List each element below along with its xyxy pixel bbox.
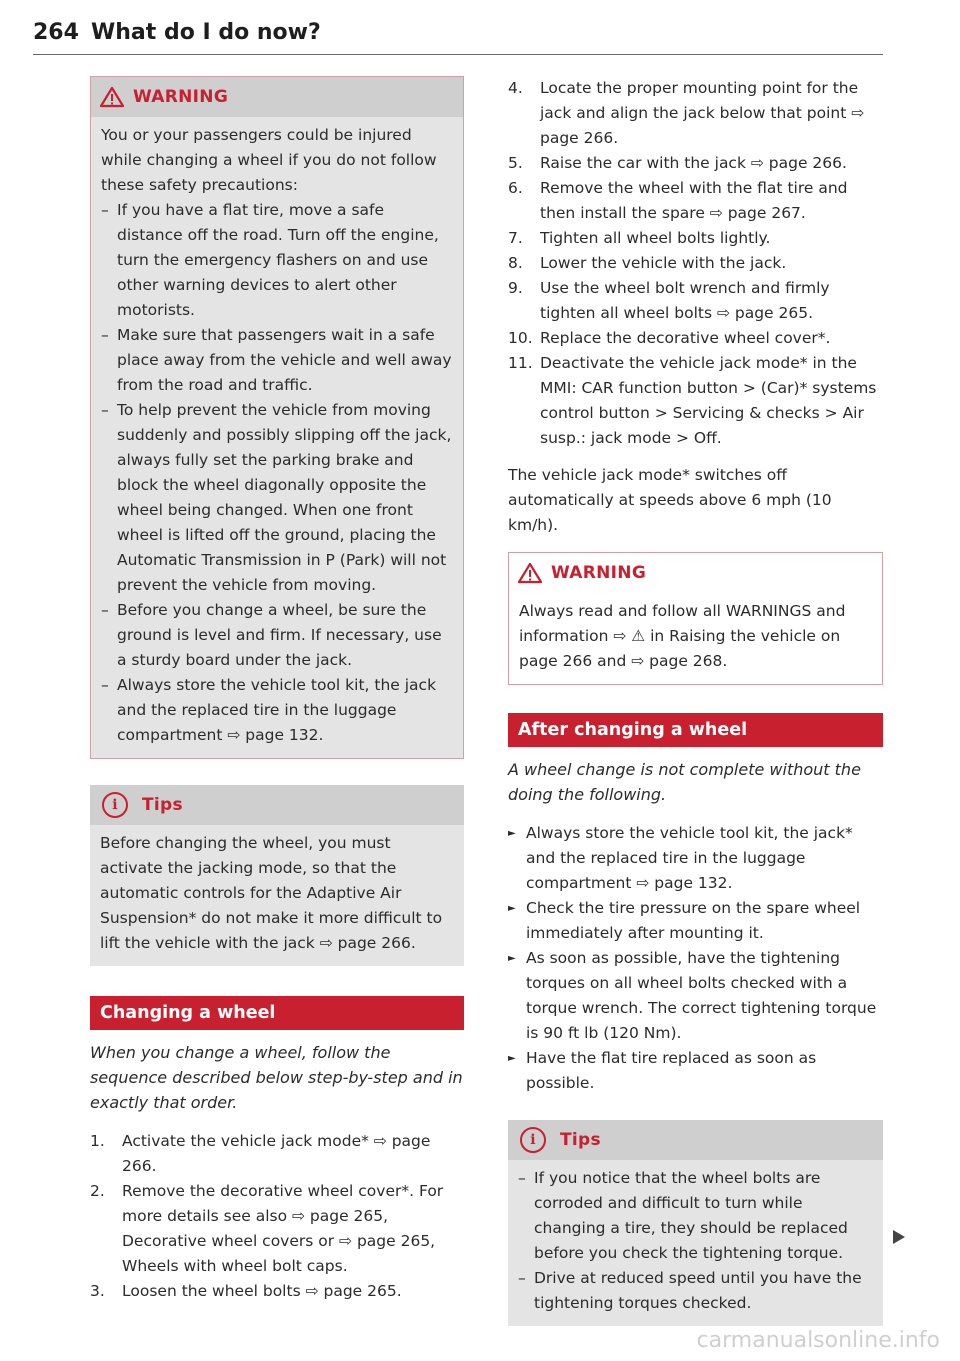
warning-box	[90, 76, 464, 759]
steps-list	[90, 1129, 464, 1304]
tips-list	[518, 1166, 873, 1316]
step-item	[508, 251, 883, 276]
section-heading-after: After changing a wheel	[508, 713, 883, 747]
tips-box-2	[508, 1120, 883, 1326]
step-text: Replace the decorative wheel cover*.	[540, 329, 831, 347]
step-number: 2.	[90, 1182, 105, 1200]
info-icon: i	[520, 1127, 546, 1153]
warning-item: – If you have a flat tire, move a safe distance off the road. Turn off the engine, turn the emergency flashers on and use other warning devices to alert other motorists.	[101, 198, 453, 323]
continue-arrow-icon	[893, 1230, 905, 1244]
step-number: 9.	[508, 279, 523, 297]
step-text: Loosen the wheel bolts ⇨ page 265.	[122, 1282, 402, 1300]
warning-body	[509, 593, 882, 684]
tips-text: Before changing the wheel, you must activate the jacking mode, so that the automatic controls for the Adaptive Air Suspension* do not make it more difficult to lift the vehicle with the jack ⇨ page 266.	[100, 834, 443, 952]
step-item	[90, 1129, 464, 1179]
warning-item: – Make sure that passengers wait in a safe place away from the vehicle and well away from the road and traffic.	[101, 323, 453, 398]
warning-box-2	[508, 552, 883, 685]
warning-intro: You or your passengers could be injured while changing a wheel if you do not follow these safety precautions:	[101, 126, 437, 194]
step-number: 7.	[508, 229, 523, 247]
warning-item: – Before you change a wheel, be sure the ground is level and firm. If necessary, use a sturdy board under the jack.	[101, 598, 453, 673]
tips-title: Tips	[560, 1130, 601, 1150]
warning-title: WARNING	[551, 563, 647, 583]
right-column	[508, 76, 883, 1326]
step-number: 1.	[90, 1132, 105, 1150]
warning-header	[509, 553, 882, 593]
warning-list	[101, 198, 453, 748]
action-item: ► Always store the vehicle tool kit, the jack* and the replaced tire in the luggage compartment ⇨ page 132.	[508, 821, 883, 896]
tips-item: – If you notice that the wheel bolts are corroded and difficult to turn while changing a tire, they should be replaced before you check the tightening torque.	[518, 1166, 873, 1266]
warning-title: WARNING	[133, 87, 229, 107]
tips-body	[90, 825, 464, 966]
warning-item: – Always store the vehicle tool kit, the jack and the replaced tire in the luggage compartment ⇨ page 132.	[101, 673, 453, 748]
step-number: 10.	[508, 329, 533, 347]
step-item	[508, 76, 883, 151]
step-text: Lower the vehicle with the jack.	[540, 254, 787, 272]
step-text: Use the wheel bolt wrench and firmly tighten all wheel bolts ⇨ page 265.	[540, 279, 830, 322]
tips-header	[90, 785, 464, 825]
step-item	[508, 351, 883, 451]
step-text: Activate the vehicle jack mode* ⇨ page 266.	[122, 1132, 431, 1175]
step-number: 6.	[508, 179, 523, 197]
watermark: carmanualsonline.info	[696, 1328, 940, 1353]
section-intro: When you change a wheel, follow the sequence described below step-by-step and in exactly that order.	[90, 1043, 463, 1112]
action-item: ► Check the tire pressure on the spare wheel immediately after mounting it.	[508, 896, 883, 946]
page-number: 264	[33, 20, 79, 45]
step-item	[508, 151, 883, 176]
left-column	[90, 76, 464, 1304]
tips-box	[90, 785, 464, 966]
step-text: Raise the car with the jack ⇨ page 266.	[540, 154, 847, 172]
section-intro: A wheel change is not complete without the doing the following.	[508, 760, 861, 804]
step-text: Locate the proper mounting point for the jack and align the jack below that point ⇨ page 266.	[540, 79, 865, 147]
step-text: Deactivate the vehicle jack mode* in the MMI: CAR function button > (Car)* systems control button > Servicing & checks > Air susp.: jack mode > Off.	[540, 354, 877, 447]
info-icon: i	[102, 792, 128, 818]
warning-triangle-icon	[99, 86, 125, 108]
step-text: Tighten all wheel bolts lightly.	[540, 229, 771, 247]
page-title: What do I do now?	[91, 20, 321, 45]
action-item: ► Have the flat tire replaced as soon as possible.	[508, 1046, 883, 1096]
step-item	[508, 226, 883, 251]
step-number: 8.	[508, 254, 523, 272]
step-item	[508, 326, 883, 351]
tips-body	[508, 1160, 883, 1326]
actions-list	[508, 821, 883, 1096]
section-heading-changing: Changing a wheel	[90, 996, 464, 1030]
tips-item: – Drive at reduced speed until you have the tightening torques checked.	[518, 1266, 873, 1316]
warning-item: – To help prevent the vehicle from moving suddenly and possibly slipping off the jack, always fully set the parking brake and block the wheel diagonally opposite the wheel being changed. When one front wheel is lifted off the ground, placing the Automatic Transmission in P (Park) will not prevent the vehicle from moving.	[101, 398, 453, 598]
step-item	[90, 1179, 464, 1279]
warning-body	[91, 117, 463, 758]
step-item	[90, 1279, 464, 1304]
step-text: Remove the decorative wheel cover*. For more details see also ⇨ page 265, Decorative wheel covers or ⇨ page 265, Wheels with wheel bolt caps.	[122, 1182, 444, 1275]
warning-text: Always read and follow all WARNINGS and information ⇨ ⚠ in Raising the vehicle on page 266 and ⇨ page 268.	[519, 602, 846, 670]
step-item	[508, 276, 883, 326]
warning-triangle-icon	[517, 562, 543, 584]
step-number: 11.	[508, 354, 533, 372]
step-item	[508, 176, 883, 226]
warning-header	[91, 77, 463, 117]
step-number: 3.	[90, 1282, 105, 1300]
tips-header	[508, 1120, 883, 1160]
steps-list-continued	[508, 76, 883, 451]
action-item: ► As soon as possible, have the tightening torques on all wheel bolts checked with a torque wrench. The correct tightening torque is 90 ft lb (120 Nm).	[508, 946, 883, 1046]
page-header	[33, 18, 883, 55]
jack-mode-note: The vehicle jack mode* switches off automatically at speeds above 6 mph (10 km/h).	[508, 466, 832, 534]
tips-title: Tips	[142, 795, 183, 815]
step-text: Remove the wheel with the flat tire and then install the spare ⇨ page 267.	[540, 179, 848, 222]
step-number: 4.	[508, 79, 523, 97]
step-number: 5.	[508, 154, 523, 172]
